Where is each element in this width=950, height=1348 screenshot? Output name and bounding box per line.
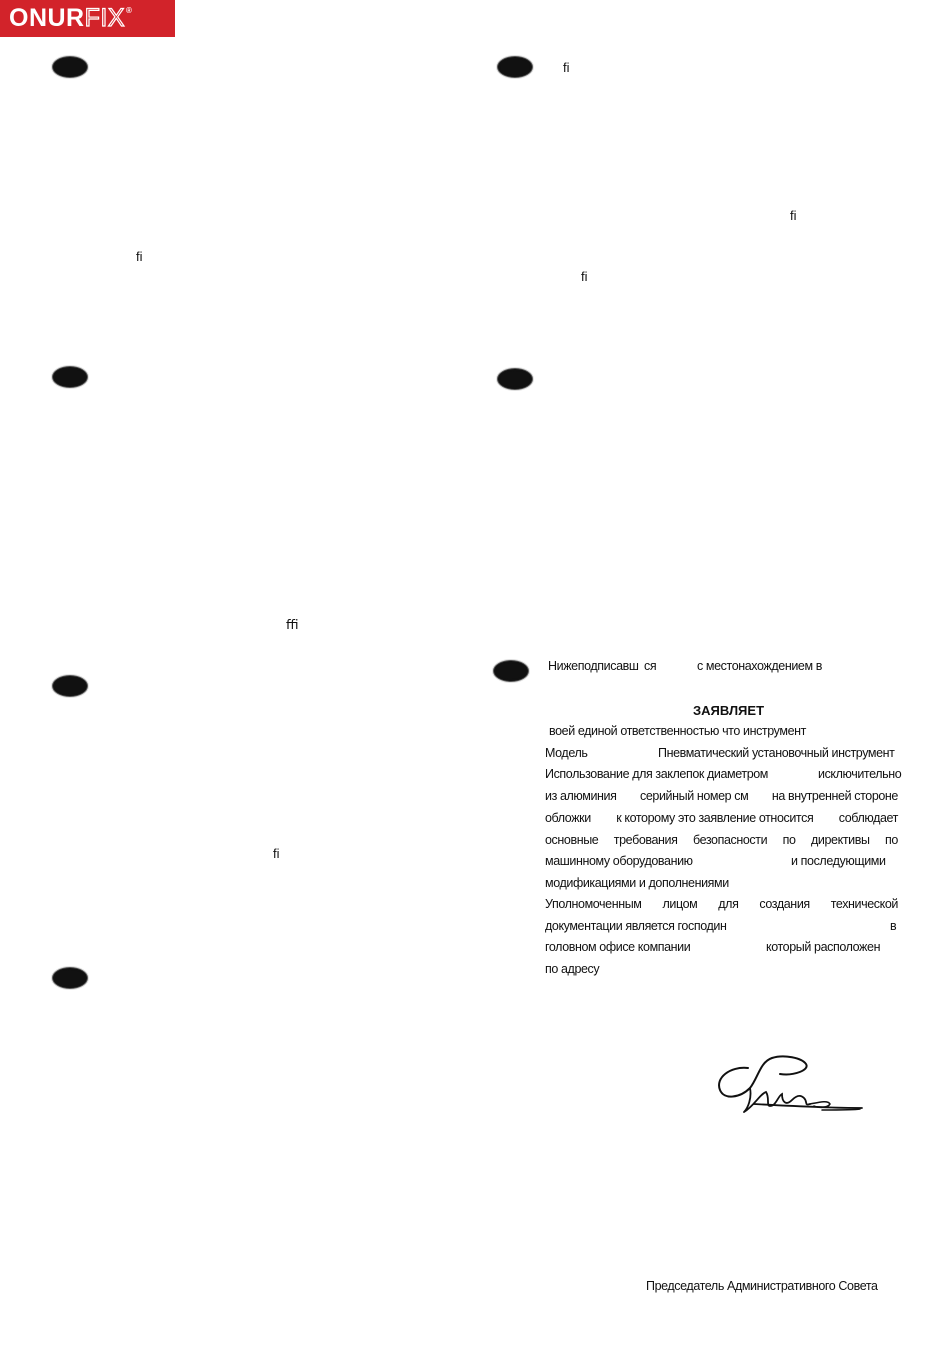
- declaration-line: документации является господин: [545, 919, 727, 933]
- language-badge-icon: [52, 366, 88, 388]
- line-segment: директивы: [811, 833, 870, 847]
- line-segment: из алюминия: [545, 789, 617, 803]
- declaration-line: [545, 897, 898, 911]
- ligature-glyph: ﬁ: [563, 60, 570, 75]
- language-badge-icon: [52, 675, 88, 697]
- declaration-intro: ся: [644, 659, 657, 673]
- line-segment: обложки: [545, 811, 591, 825]
- language-badge-icon: [493, 660, 529, 682]
- onurfix-logo: [0, 0, 175, 37]
- declaration-line: [545, 789, 898, 803]
- declaration-intro: с местонахождением в: [697, 659, 822, 673]
- declaration-line: Использование для заклепок диаметром: [545, 767, 769, 781]
- declaration-line: в: [890, 919, 897, 933]
- declaration-line: который расположен: [766, 940, 881, 954]
- language-badge-icon: [497, 368, 533, 390]
- logo-registered-mark: ®: [126, 6, 133, 15]
- line-segment: требования: [613, 833, 678, 847]
- language-badge-icon: [52, 56, 88, 78]
- declaration-line: исключительно: [818, 767, 902, 781]
- declaration-line: воей единой ответственностью что инструмент: [549, 724, 806, 738]
- line-segment: к которому это заявление относится: [616, 811, 814, 825]
- declaration-line: по адресу: [545, 962, 600, 976]
- declaration-line: [545, 833, 898, 847]
- line-segment: технической: [830, 897, 898, 911]
- line-segment: на внутренней стороне: [771, 789, 898, 803]
- ligature-glyph: ﬁ: [273, 846, 280, 861]
- signatory-title: Председатель Административного Совета: [646, 1279, 878, 1293]
- line-segment: для: [718, 897, 739, 911]
- declaration-line: головном офисе компании: [545, 940, 691, 954]
- model-label: Модель: [545, 746, 588, 760]
- ligature-glyph: ﬃ: [286, 617, 299, 632]
- line-segment: безопасности: [692, 833, 768, 847]
- declaration-intro: Нижеподписавш: [548, 659, 639, 673]
- line-segment: лицом: [662, 897, 698, 911]
- model-value: Пневматический установочный инструмент: [658, 746, 895, 760]
- line-segment: серийный номер см: [640, 789, 749, 803]
- signature-image: [710, 1048, 870, 1118]
- logo-fix: FIX: [84, 4, 126, 32]
- ligature-glyph: ﬁ: [581, 269, 588, 284]
- declaration-heading: ЗАЯВЛЯЕТ: [693, 703, 765, 718]
- language-badge-icon: [52, 967, 88, 989]
- declaration-line: и последующими: [791, 854, 886, 868]
- line-segment: по: [782, 833, 796, 847]
- language-badge-icon: [497, 56, 533, 78]
- line-segment: Уполномоченным: [545, 897, 642, 911]
- ligature-glyph: ﬁ: [790, 208, 797, 223]
- line-segment: основные: [545, 833, 599, 847]
- line-segment: создания: [759, 897, 810, 911]
- line-segment: по: [885, 833, 898, 847]
- declaration-line: [545, 811, 898, 825]
- declaration-line: машинному оборудованию: [545, 854, 693, 868]
- line-segment: соблюдает: [838, 811, 898, 825]
- ligature-glyph: ﬁ: [136, 249, 143, 264]
- declaration-line: модификациями и дополнениями: [545, 876, 729, 890]
- logo-onur: ONUR: [9, 4, 85, 32]
